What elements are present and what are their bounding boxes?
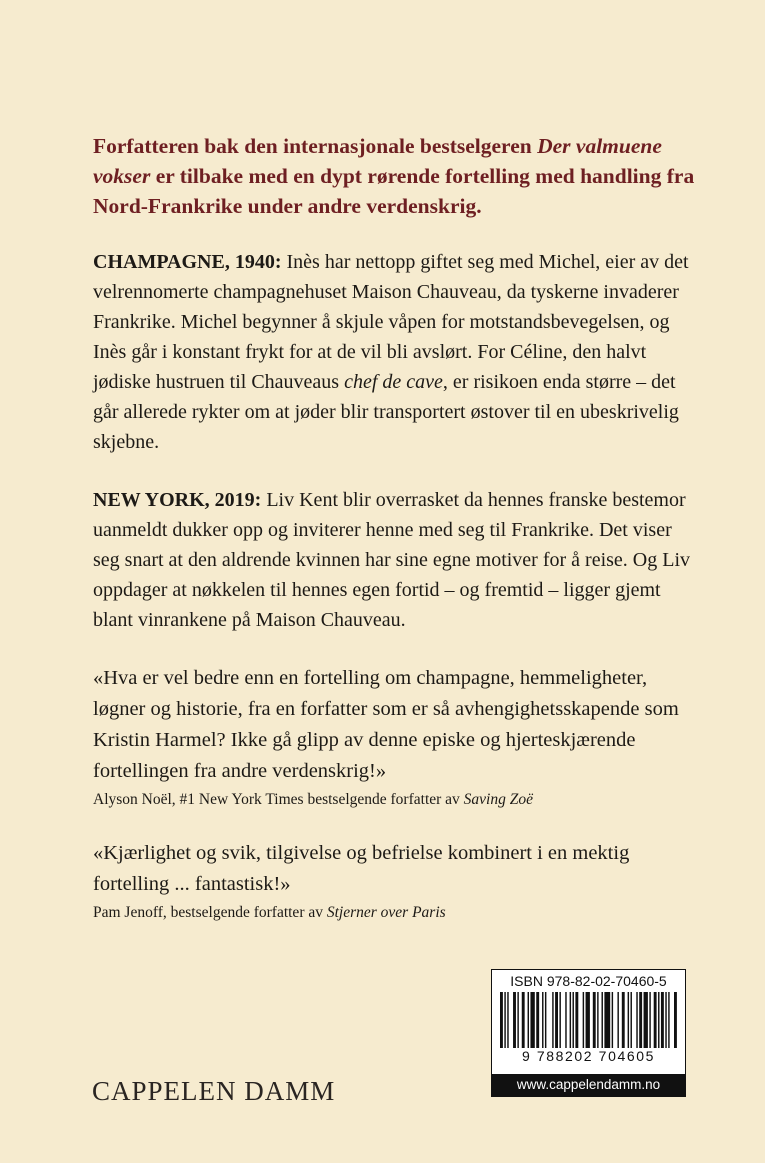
barcode-bar [631,992,632,1048]
barcode-bar [597,992,598,1048]
barcode-bar [536,992,539,1048]
barcode-bar [604,992,610,1048]
barcode-bar [517,992,518,1048]
barcode-bar [573,992,574,1048]
barcode-bar [586,992,590,1048]
barcode-bar [661,992,664,1048]
blurb-column [93,131,703,923]
paragraph-text: Inès har nettopp giftet seg med Michel, eier av det velrennomerte champagnehuset Maison Chauveau, da tyskerne invaderer Frankrike. Michel begynner å skjule våpen for motstandsbevegelsen, og Inès går i konstant frykt for at de vil bli avslørt. For Céline, den halvt jødiske hustruen til Chauveaus [93,251,689,393]
barcode-digits: 9 788202 704605 [522,1048,655,1064]
barcode-bar [636,992,637,1048]
publisher-url: www.cappelendamm.no [492,1074,685,1096]
barcode-bar [513,992,516,1048]
paragraph-text-end: , er risikoen enda større – det går allerede rykter om at jøder blir transportert østover til en ubeskrivelig skjebne. [93,371,679,453]
barcode-bar [639,992,642,1048]
barcode-bar [593,992,596,1048]
review-quote-2 [93,838,703,923]
barcode-bar [559,992,560,1048]
barcode-bar [530,992,534,1048]
barcode-bar [654,992,657,1048]
review-quote-1 [93,663,703,810]
barcode-bar [570,992,571,1048]
barcode-bar [602,992,603,1048]
tagline-book-title: Der valmuene vokser [93,134,662,188]
attribution-text: Pam Jenoff, bestselgende forfatter av [93,904,327,921]
attribution-book: Saving Zoë [463,791,533,808]
tagline [93,131,703,221]
tagline-text: Forfatteren bak den internasjonale bestselgeren [93,134,538,158]
barcode-bars-icon [500,992,677,1048]
barcode-bar [649,992,650,1048]
barcode-bar [507,992,508,1048]
paragraph-lead: NEW YORK, 2019: [93,489,262,511]
barcode-bar [528,992,529,1048]
barcode-bar [674,992,677,1048]
barcode-bar [542,992,543,1048]
attribution-text: Alyson Noël, #1 New York Times bestselgende forfatter av [93,791,464,808]
barcode-bar [575,992,578,1048]
barcode-bar [522,992,525,1048]
barcode-bar [545,992,546,1048]
barcode-bar [612,992,613,1048]
barcode-bar [668,992,669,1048]
paragraph-text: Liv Kent blir overrasket da hennes franske bestemor uanmeldt dukker opp og inviterer henne med seg til Frankrike. Det viser seg snart at den aldrende kvinnen har sine egne motiver for å reise. Og Liv oppdager at nøkkelen til hennes egen fortid – og fremtid – ligger gjemt blant vinrankene på Maison Chauveau. [93,489,691,631]
barcode-bar [617,992,618,1048]
isbn-label: ISBN 978-82-02-70460-5 [510,973,667,989]
barcode-bar [622,992,625,1048]
paragraph-lead: CHAMPAGNE, 1940: [93,251,282,273]
tagline-text-end: er tilbake med en dypt rørende fortelling med handling fra Nord-Frankrike under andre verdenskrig. [93,164,695,218]
publisher-logo: CAPPELEN DAMM [92,1076,336,1106]
barcode-bar [565,992,566,1048]
isbn-barcode [491,969,686,1097]
quote-text: «Hva er vel bedre enn en fortelling om champagne, hemmeligheter, løgner og historie, fra en forfatter som er så avhengighetsskapende som Kristin Harmel? Ikke gå glipp av denne episke og hjerteskjærende fortellingen fra andre verdenskrig!» [93,667,679,782]
barcode-bar [658,992,659,1048]
barcode-bar [500,992,503,1048]
barcode-bar [555,992,558,1048]
quote-attribution [93,903,703,923]
barcode-bar [628,992,629,1048]
barcode-bar [552,992,553,1048]
paragraph-champagne [93,247,703,457]
paragraph-italic: chef de cave [344,371,443,393]
quote-text: «Kjærlighet og svik, tilgivelse og befrielse kombinert i en mektig fortelling ... fantastisk!» [93,842,630,895]
barcode-bar [583,992,584,1048]
paragraph-new-york [93,485,703,635]
quote-attribution [93,790,703,810]
barcode-bar [644,992,648,1048]
barcode-bar [665,992,666,1048]
barcode-bar [504,992,505,1048]
attribution-book: Stjerner over Paris [326,904,446,921]
